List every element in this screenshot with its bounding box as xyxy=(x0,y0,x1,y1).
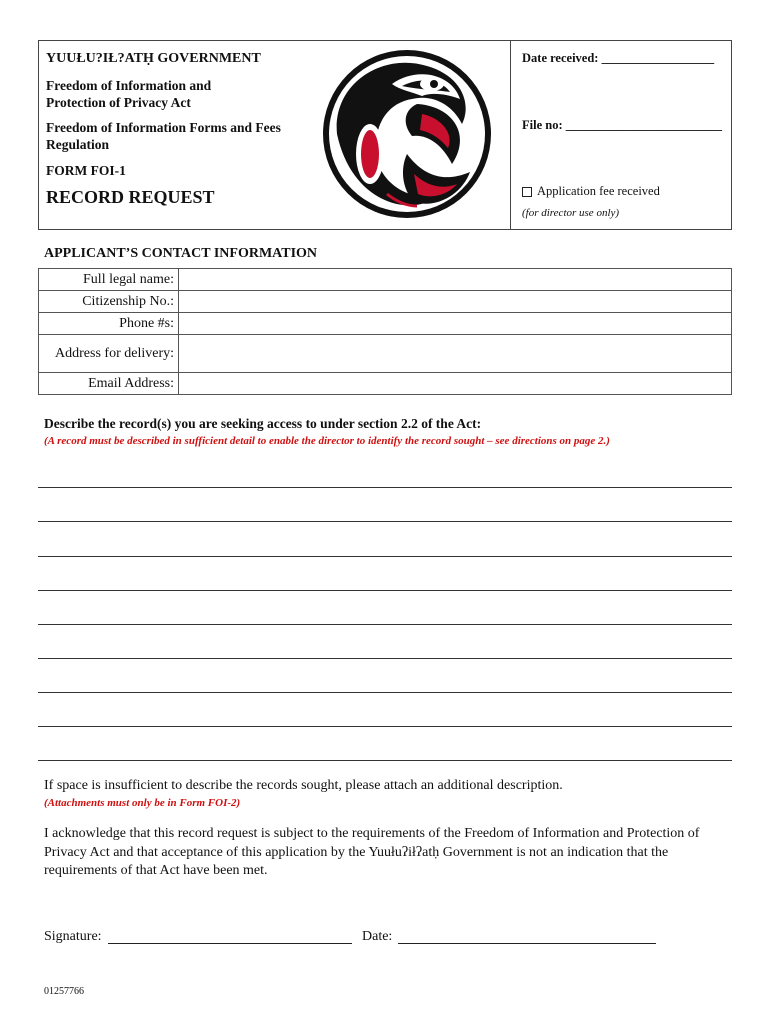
description-line[interactable] xyxy=(38,521,732,522)
description-line[interactable] xyxy=(38,556,732,557)
acknowledgement-text: I acknowledge that this record request is subject to the requirements of the Freedom of Information and Protection of Privacy Act and that acceptance of this application by the Yuułuʔiłʔatḥ Government is not an indication that the requirements of that Act have been met. xyxy=(44,826,700,878)
address-input[interactable] xyxy=(179,335,732,373)
email-input[interactable] xyxy=(179,373,732,395)
description-line[interactable] xyxy=(38,658,732,659)
attachment-note: (Attachments must only be in Form FOI-2) xyxy=(44,797,241,809)
document-id: 01257766 xyxy=(44,986,84,997)
description-line[interactable] xyxy=(38,590,732,591)
field-label: Email Address: xyxy=(39,373,179,395)
field-label: Citizenship No.: xyxy=(39,291,179,313)
signature-label: Signature: xyxy=(44,929,102,944)
form-number: FORM FOI-1 xyxy=(46,163,126,178)
signature-field[interactable] xyxy=(108,943,352,944)
form-title: RECORD REQUEST xyxy=(46,187,215,207)
description-line[interactable] xyxy=(38,692,732,693)
header-divider xyxy=(510,40,511,230)
field-label: Phone #s: xyxy=(39,313,179,335)
regulation-name: Freedom of Information Forms and Fees Regulation xyxy=(46,120,281,152)
date-label: Date: xyxy=(362,929,393,944)
file-number-field[interactable]: File no: _________________________ xyxy=(522,118,722,132)
insufficient-space-note: If space is insufficient to describe the records sought, please attach an additional description. xyxy=(44,778,563,793)
fee-received-checkbox[interactable] xyxy=(522,187,532,197)
fee-received-label: Application fee received xyxy=(537,184,660,198)
records-note: (A record must be described in sufficient detail to enable the director to identify the record sought – see directions on page 2.) xyxy=(44,435,610,447)
contact-table xyxy=(38,268,732,395)
description-line[interactable] xyxy=(38,760,732,761)
contact-row-phone xyxy=(39,313,732,335)
fee-received-row xyxy=(522,184,660,199)
date-received-field[interactable]: Date received: __________________ xyxy=(522,51,715,65)
full-name-input[interactable] xyxy=(179,269,732,291)
citizenship-input[interactable] xyxy=(179,291,732,313)
act-name: Freedom of Information and Protection of Privacy Act xyxy=(46,78,212,110)
description-line[interactable] xyxy=(38,624,732,625)
description-line[interactable] xyxy=(38,487,732,488)
government-name: YUUŁU?IŁ?ATḤ GOVERNMENT xyxy=(46,51,261,66)
contact-row-address xyxy=(39,335,732,373)
phone-input[interactable] xyxy=(179,313,732,335)
date-field[interactable] xyxy=(398,943,656,944)
contact-row-email xyxy=(39,373,732,395)
director-note: (for director use only) xyxy=(522,207,620,219)
field-label: Full legal name: xyxy=(39,269,179,291)
description-line[interactable] xyxy=(38,726,732,727)
contact-row-name xyxy=(39,269,732,291)
records-prompt: Describe the record(s) you are seeking access to under section 2.2 of the Act: xyxy=(44,416,482,431)
contact-row-citizenship xyxy=(39,291,732,313)
government-logo xyxy=(322,44,492,224)
contact-section-title: APPLICANT’S CONTACT INFORMATION xyxy=(44,246,318,261)
field-label: Address for delivery: xyxy=(39,335,179,373)
